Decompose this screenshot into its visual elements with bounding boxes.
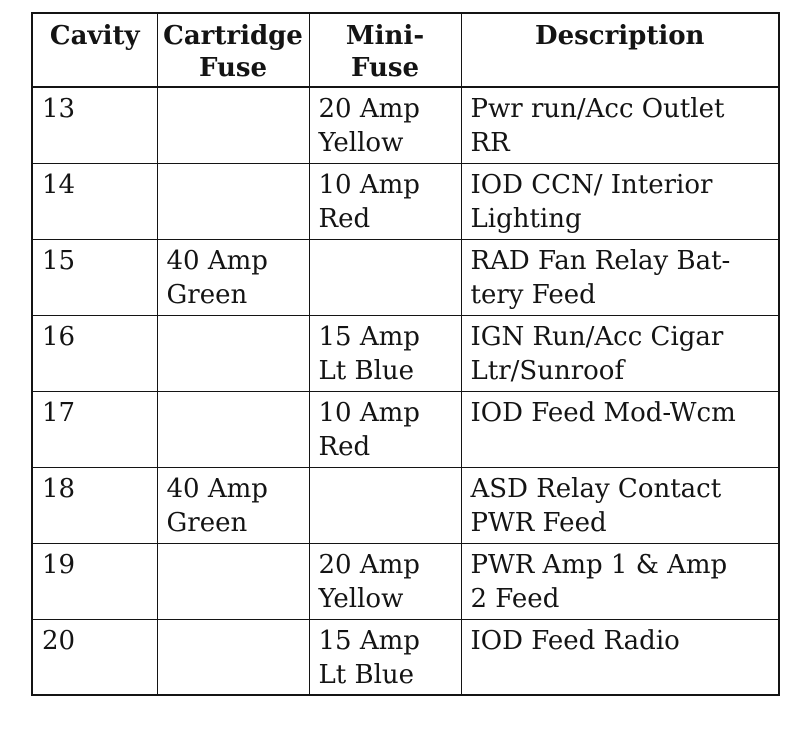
mini-fuse-cell — [309, 391, 461, 467]
mini-fuse-cell — [309, 619, 461, 695]
header-cartridge-fuse-line-2: Fuse — [198, 53, 268, 83]
cavity-cell-value: 13 — [42, 94, 76, 124]
cartridge-fuse-cell-line: 40 Amp — [166, 473, 268, 504]
table-body — [32, 87, 779, 695]
mini-fuse-cell-line: Lt Blue — [318, 659, 415, 690]
description-cell-line: PWR Amp 1 & Amp — [470, 549, 728, 580]
mini-fuse-cell-line: Red — [318, 431, 371, 462]
cavity-cell-value: 14 — [42, 169, 76, 200]
header-description-line: Description — [535, 21, 705, 51]
mini-fuse-cell-line: 10 Amp — [318, 169, 420, 200]
mini-fuse-cell-line: Red — [318, 203, 371, 234]
description-cell — [461, 467, 779, 543]
description-cell-line: IGN Run/Acc Cigar — [470, 321, 724, 352]
cartridge-fuse-cell-line: 40 Amp — [166, 245, 268, 276]
description-cell-line: Lighting — [470, 203, 582, 234]
description-cell — [461, 163, 779, 239]
mini-fuse-cell-line: 15 Amp — [318, 625, 420, 656]
mini-fuse-cell-line: 20 Amp — [318, 549, 420, 580]
description-cell-line: 2 Feed — [470, 583, 560, 614]
cavity-cell — [32, 391, 157, 467]
cartridge-fuse-cell — [157, 239, 309, 315]
cavity-cell-value: 15 — [42, 245, 76, 276]
mini-fuse-cell-line: Yellow — [318, 583, 404, 614]
cavity-cell-value: 19 — [42, 549, 76, 580]
description-cell — [461, 315, 779, 391]
fuse-table — [31, 12, 780, 696]
table-row — [32, 543, 779, 619]
cartridge-fuse-cell — [157, 315, 309, 391]
cartridge-fuse-cell — [157, 391, 309, 467]
cavity-cell — [32, 315, 157, 391]
mini-fuse-cell — [309, 239, 461, 315]
description-cell-line: Pwr run/Acc Outlet — [470, 94, 725, 124]
header-cartridge-fuse-line-1: Cartridge — [163, 21, 303, 51]
mini-fuse-cell — [309, 467, 461, 543]
mini-fuse-cell — [309, 87, 461, 163]
cartridge-fuse-cell — [157, 163, 309, 239]
description-cell — [461, 239, 779, 315]
header-mini-fuse-line-1: Mini- — [345, 21, 425, 51]
mini-fuse-cell-line: Lt Blue — [318, 355, 415, 386]
mini-fuse-cell-line: 20 Amp — [318, 94, 420, 124]
description-cell-line: Ltr/Sunroof — [470, 355, 625, 386]
description-cell-line: ASD Relay Contact — [470, 473, 722, 504]
table-row — [32, 467, 779, 543]
table-row — [32, 315, 779, 391]
table-row — [32, 391, 779, 467]
cavity-cell-value: 16 — [42, 321, 76, 352]
header-cartridge-fuse — [157, 13, 309, 87]
header-description — [461, 13, 779, 87]
header-mini-fuse-line-2: Fuse — [350, 53, 420, 83]
cartridge-fuse-cell — [157, 87, 309, 163]
cartridge-fuse-cell-line: Green — [166, 507, 248, 538]
header-row — [32, 13, 779, 87]
mini-fuse-cell-line: Yellow — [318, 128, 404, 158]
header-mini-fuse — [309, 13, 461, 87]
description-cell-line: IOD Feed Mod-Wcm — [470, 397, 736, 428]
cartridge-fuse-cell — [157, 619, 309, 695]
mini-fuse-cell-line: 15 Amp — [318, 321, 420, 352]
cavity-cell — [32, 619, 157, 695]
table-row — [32, 619, 779, 695]
description-cell-line: RAD Fan Relay Bat- — [470, 245, 731, 276]
mini-fuse-cell — [309, 163, 461, 239]
cavity-cell — [32, 239, 157, 315]
description-cell-line: tery Feed — [470, 279, 596, 310]
cavity-cell-value: 17 — [42, 397, 76, 428]
cavity-cell-value: 20 — [42, 625, 76, 656]
description-cell-line: RR — [470, 128, 510, 158]
description-cell-line: IOD CCN/ Interior — [470, 169, 713, 200]
cartridge-fuse-cell-line: Green — [166, 279, 248, 310]
description-cell — [461, 619, 779, 695]
description-cell — [461, 87, 779, 163]
mini-fuse-cell — [309, 543, 461, 619]
table-row — [32, 87, 779, 163]
cavity-cell — [32, 543, 157, 619]
description-cell-line: PWR Feed — [470, 507, 607, 538]
header-cavity — [32, 13, 157, 87]
cartridge-fuse-cell — [157, 543, 309, 619]
description-cell-line: IOD Feed Radio — [470, 625, 680, 656]
cavity-cell — [32, 87, 157, 163]
description-cell — [461, 543, 779, 619]
cavity-cell — [32, 467, 157, 543]
cartridge-fuse-cell — [157, 467, 309, 543]
mini-fuse-cell-line: 10 Amp — [318, 397, 420, 428]
mini-fuse-cell — [309, 315, 461, 391]
description-cell — [461, 391, 779, 467]
header-cavity-line: Cavity — [49, 21, 140, 51]
table-row — [32, 239, 779, 315]
table-row — [32, 163, 779, 239]
cavity-cell-value: 18 — [42, 473, 76, 504]
cavity-cell — [32, 163, 157, 239]
table-header — [32, 13, 779, 87]
